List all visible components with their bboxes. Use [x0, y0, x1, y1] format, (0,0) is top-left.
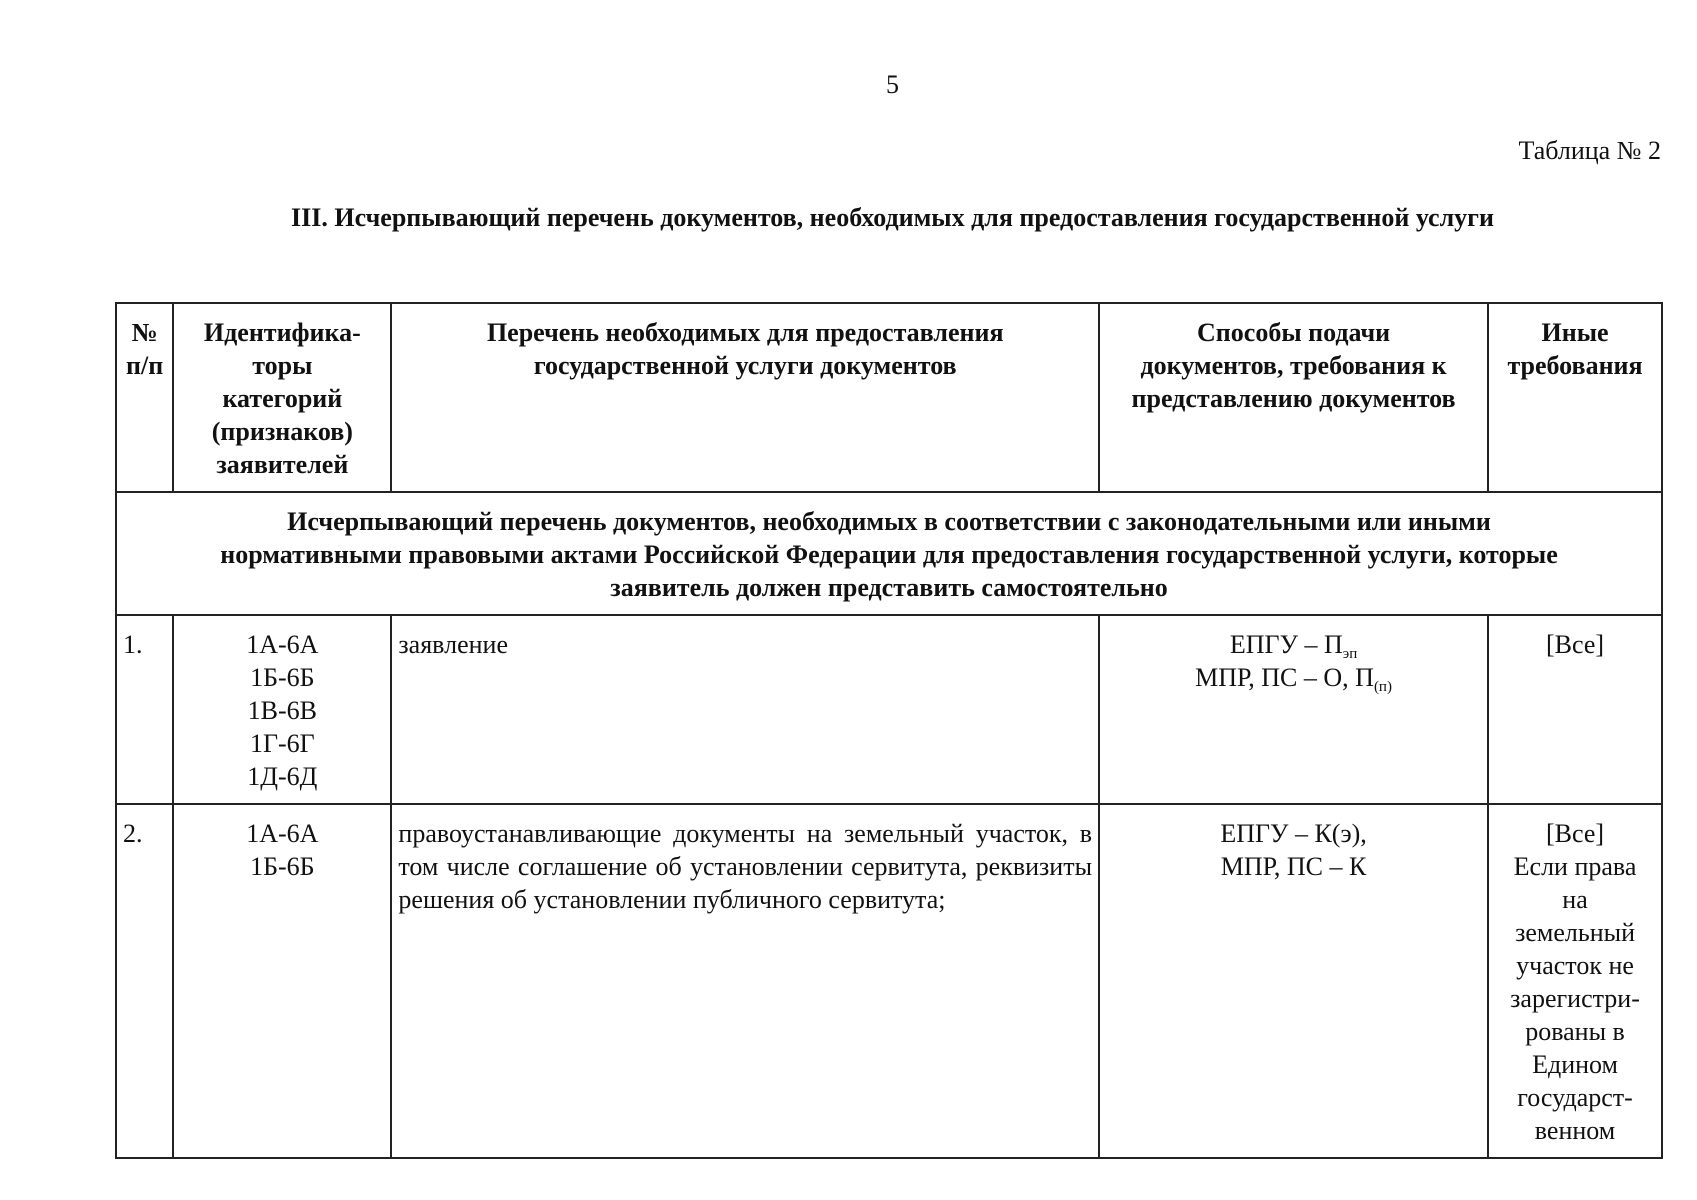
header-num: № п/п	[116, 303, 173, 492]
table-header-row	[116, 303, 1662, 492]
row-other: [Все] Если права на земельный участок не зарегистри- рованы в Едином государст- венном	[1488, 804, 1662, 1158]
table-caption: Таблица № 2	[1518, 136, 1661, 165]
table-section-row	[116, 492, 1662, 615]
row-identifiers: 1А-6А 1Б-6Б 1В-6В 1Г-6Г 1Д-6Д	[173, 615, 391, 804]
row-document: заявление	[391, 615, 1099, 804]
row-number: 1.	[116, 615, 173, 804]
documents-table	[115, 302, 1663, 1159]
row-methods: ЕПГУ – К(э), МПР, ПС – К	[1099, 804, 1488, 1158]
header-identifiers: Идентифика- торы категорий (признаков) заявителей	[173, 303, 391, 492]
header-methods: Способы подачи документов, требования к представлению документов	[1099, 303, 1488, 492]
section-row-cell: Исчерпывающий перечень документов, необходимых в соответствии с законодательными или иными нормативными правовыми актами Российской Федерации для предоставления государственной услуги, которые заявитель должен представить самостоятельно	[116, 492, 1662, 615]
table-row	[116, 615, 1662, 804]
page-number: 5	[886, 70, 899, 99]
header-other: Иные требования	[1488, 303, 1662, 492]
row-methods: ЕПГУ – $П_{эп}$ МПР, ПС – О, $П_{(п)}$	[1099, 615, 1488, 804]
row-other: [Все]	[1488, 615, 1662, 804]
table-row	[116, 804, 1662, 1158]
row-document: правоустанавливающие документы на земельный участок, в том числе соглашение об установлении сервитута, реквизиты решения об установлении публичного сервитута;	[391, 804, 1099, 1158]
header-documents: Перечень необходимых для предоставления государственной услуги документов	[391, 303, 1099, 492]
row-number: 2.	[116, 804, 173, 1158]
section-title: III. Исчерпывающий перечень документов, необходимых для предоставления государственной услуги	[291, 203, 1494, 232]
row-identifiers: 1А-6А 1Б-6Б	[173, 804, 391, 1158]
